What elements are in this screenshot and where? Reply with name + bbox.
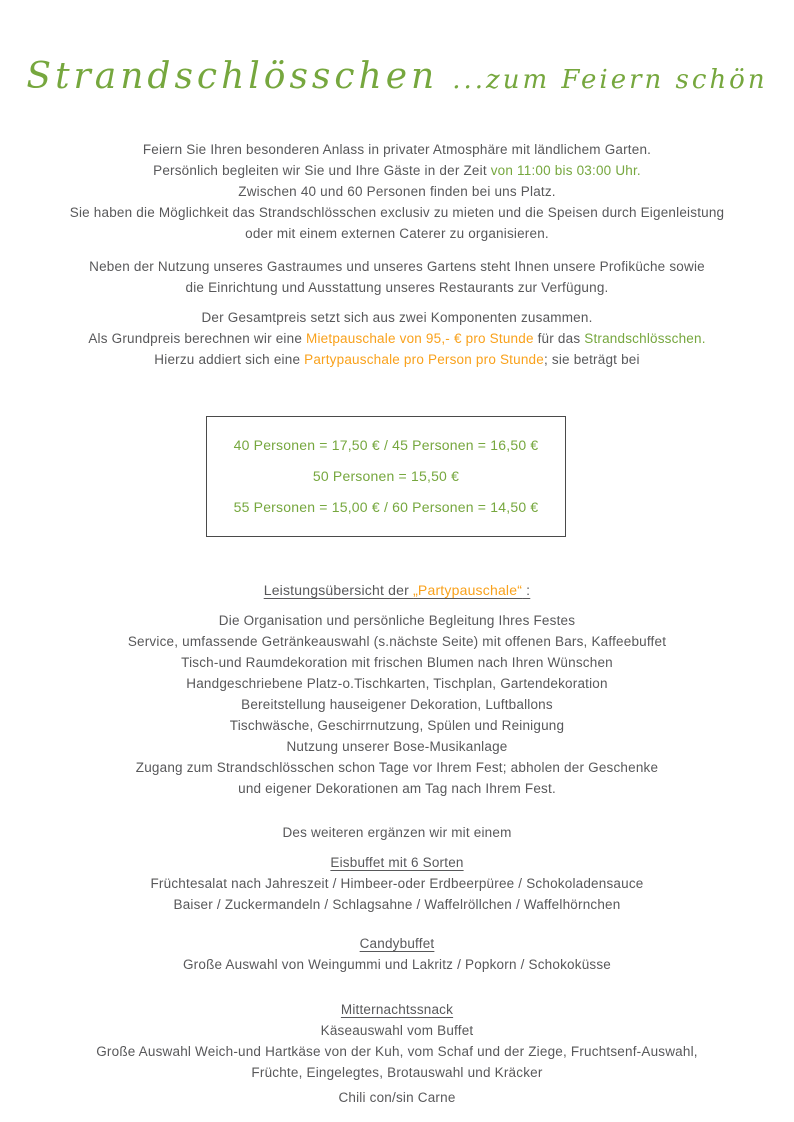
mitternachtssnack-line: Große Auswahl Weich-und Hartkäse von der Kuh, vom Schaf und der Ziege, Fruchtsenf-Auswahl,: [96, 1044, 698, 1059]
intro-paragraph: [67, 139, 727, 244]
intro-line: Feiern Sie Ihren besonderen Anlass in privater Atmosphäre mit ländlichem Garten.: [142, 142, 652, 157]
price-row: 55 Personen = 15,00 € / 60 Personen = 14,50 €: [233, 499, 539, 515]
intro-line-text: Persönlich begleiten wir Sie und Ihre Gäste in der Zeit: [153, 163, 491, 178]
service-item: Die Organisation und persönliche Begleitung Ihres Festes: [218, 613, 576, 628]
extras-intro: Des weiteren ergänzen wir mit einem: [282, 825, 512, 840]
section-title-mitternachtssnack: Mitternachtssnack: [340, 1002, 454, 1017]
service-item: Handgeschriebene Platz-o.Tischkarten, Tischplan, Gartendekoration: [186, 676, 608, 691]
intro-line: oder mit einem externen Caterer zu organisieren.: [245, 226, 549, 241]
services-heading-gray: Leistungsübersicht der: [263, 582, 414, 598]
mitternachtssnack-line: Früchte, Eingelegtes, Brotauswahl und Kräcker: [251, 1065, 543, 1080]
pricing-line-text: Hierzu addiert sich eine: [154, 352, 305, 367]
section-eisbuffet: [67, 848, 727, 915]
intro-line: Sie haben die Möglichkeit das Strandschlösschen exclusiv zu mieten und die Speisen durch Eigenleistung: [69, 205, 725, 220]
pricing-line-text: für das: [533, 331, 585, 346]
candybuffet-line: Große Auswahl von Weingummi und Lakritz / Popkorn / Schokoküsse: [182, 957, 612, 972]
brand-title: Strandschlösschen: [26, 56, 439, 97]
service-item: Tischwäsche, Geschirrnutzung, Spülen und Reinigung: [229, 718, 565, 733]
section-title-eisbuffet: Eisbuffet mit 6 Sorten: [330, 855, 464, 870]
services-heading-text: [264, 582, 531, 598]
party-price-highlight: Partypauschale pro Person pro Stunde: [304, 352, 544, 367]
eisbuffet-line: Früchtesalat nach Jahreszeit / Himbeer-oder Erdbeerpüree / Schokoladensauce: [150, 876, 644, 891]
usage-line: Neben der Nutzung unseres Gastraumes und unseres Gartens steht Ihnen unsere Profiküche sowie: [89, 259, 705, 274]
eisbuffet-line: Baiser / Zuckermandeln / Schlagsahne / Waffelröllchen / Waffelhörnchen: [173, 897, 621, 912]
usage-line: die Einrichtung und Ausstattung unseres Restaurants zur Verfügung.: [185, 280, 609, 295]
document-content: [67, 139, 727, 1108]
opening-hours-highlight: von 11:00 bis 03:00 Uhr.: [490, 163, 641, 178]
pricing-paragraph: [67, 307, 727, 370]
service-item: Service, umfassende Getränkeauswahl (s.nächste Seite) mit offenen Bars, Kaffeebuffet: [127, 634, 667, 649]
services-heading: [67, 580, 727, 601]
usage-paragraph: [67, 256, 727, 298]
price-row: 40 Personen = 17,50 € / 45 Personen = 16,50 €: [233, 437, 539, 453]
services-list: [67, 610, 727, 799]
services-heading-orange: „Partypauschale“: [413, 582, 523, 598]
mitternachtssnack-line: Chili con/sin Carne: [338, 1090, 456, 1105]
services-heading-suffix: :: [522, 582, 531, 598]
price-row: 50 Personen = 15,50 €: [312, 468, 460, 484]
price-table-box: [206, 416, 566, 537]
section-candybuffet: [67, 929, 727, 975]
intro-line: [67, 160, 727, 181]
service-item: Zugang zum Strandschlösschen schon Tage vor Ihrem Fest; abholen der Geschenke: [135, 760, 659, 775]
intro-line: Zwischen 40 und 60 Personen finden bei uns Platz.: [238, 184, 556, 199]
service-item: Nutzung unserer Bose-Musikanlage: [286, 739, 508, 754]
service-item: Tisch-und Raumdekoration mit frischen Blumen nach Ihren Wünschen: [181, 655, 613, 670]
pricing-line-text: Als Grundpreis berechnen wir eine: [88, 331, 307, 346]
section-mitternachtssnack: [67, 995, 727, 1108]
service-item: und eigener Dekorationen am Tag nach Ihrem Fest.: [238, 781, 556, 796]
pricing-line: Der Gesamtpreis setzt sich aus zwei Komponenten zusammen.: [201, 310, 593, 325]
section-title-candybuffet: Candybuffet: [359, 936, 435, 951]
brand-highlight: Strandschlösschen.: [584, 331, 706, 346]
pricing-line-text: ; sie beträgt bei: [543, 352, 640, 367]
pricing-line: [67, 349, 727, 370]
brand-tagline: ...zum Feiern schön: [452, 65, 768, 95]
page-title: [0, 0, 794, 97]
pricing-line: [67, 328, 727, 349]
rent-price-highlight: Mietpauschale von 95,- € pro Stunde: [306, 331, 534, 346]
service-item: Bereitstellung hauseigener Dekoration, Luftballons: [241, 697, 553, 712]
mitternachtssnack-line: Käseauswahl vom Buffet: [320, 1023, 474, 1038]
